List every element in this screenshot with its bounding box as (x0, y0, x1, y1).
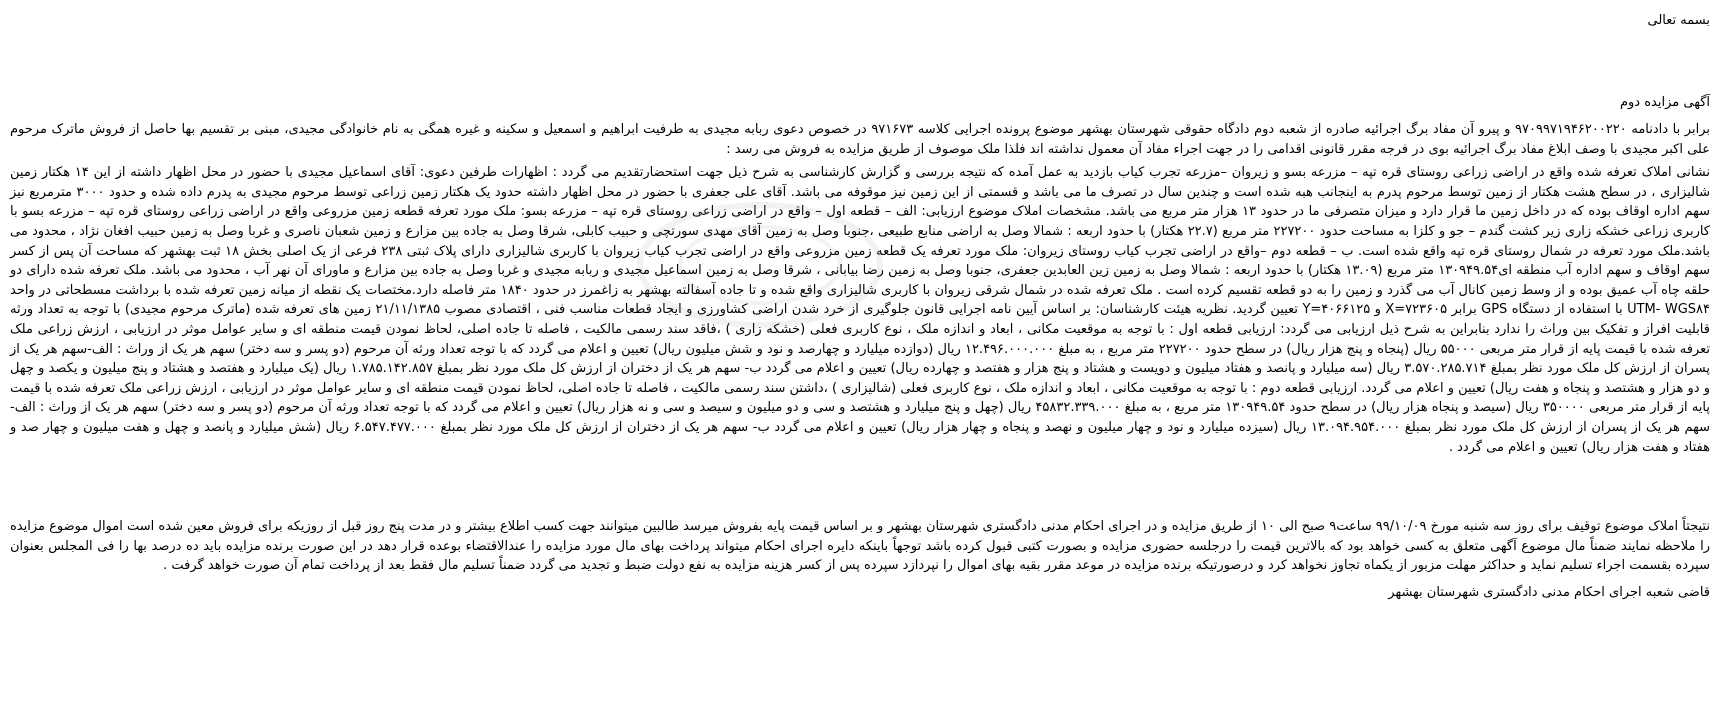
bismillah-heading: بسمه تعالی (1647, 13, 1710, 28)
property-description-paragraph: نشانی املاک تعرفه شده واقع در اراضی زراعی روستای قره تپه – مزرعه بسو و زیروان –مزرعه تجرب کیاب بازدید به عمل آمده که نتیجه بررسی و گزارش کارشناسی به شرح ذیل جهت استحضارتقدیم می گردد : اظهارات طرفین دعوی: آقای اسماعیل مجیدی با حضور در محل اظهار داشته از این ۱۴ هکتار زمین شالیزاری ، در سطح هشت هکتار از زمین توسط مرحوم پدرم به اینجانب هبه شده است و چندین سال در تصرف ما می باشد و قسمتی از این زمین نیز موقوفه می باشد. آقای علی جعفری با حضور در محل اظهار داشته حدود یک هکتار زمین زراعی توسط مرحوم مجیدی به پدرم داده شده و حدود ۳۰۰۰ مترمربع نیز سهم اداره اوقاف بوده که در داخل زمین ما قرار دارد و میزان متصرفی ما در حدود ۱۳ هزار متر مربع می باشد. مشخصات املاک موضوع ارزیابی: الف – قطعه اول – واقع در اراضی زراعی روستای قره تپه – مزرعه بسو: ملک مورد تعرفه قطعه زمین مزروعی واقع در اراضی زراعی روستای قره تپه – مزرعه بسو با کاربری زراعی خشکه زاری زیر کشت گندم – جو و کلزا به مساحت حدود ۲۲۷۲۰۰ متر مربع (۲۲.۷ هکتار) با حدود اربعه : شمالا وصل به اراضی منابع طبیعی ،جنوبا وصل به زمین آقای مهدی سورتچی و حبیب کابلی، شرقا وصل به جاده بین مزارع و زمین شعبان ناصری و غربا وصل به زمین حبیب افغان نژاد ، محدود می باشد.ملک مورد تعرفه در شمال روستای قره تپه واقع شده است. ب – قطعه دوم –واقع در اراضی تجرب کیاب روستای زیروان: ملک مورد تعرفه یک قطعه زمین مزروعی واقع در اراضی تجرب کیاب زیروان با کاربری شالیزاری دارای پلاک ثبتی ۲۳۸ فرعی از یک اصلی بخش ۱۸ ثبت بهشهر که مساحت آن پس از کسر سهم اوقاف و سهم اداره آب منطقه ای۱۳۰۹۴۹.۵۴ متر مربع (۱۳.۰۹ هکتار) با حدود اربعه : شمالا وصل به زمین زین العابدین جعفری، جنوبا وصل به زمین رضا بیابانی ، شرقا وصل به زمین اسماعیل مجیدی و ربابه مجیدی و غربا وصل به جاده بین مزارع و ماورای آن نهر آب ، محدود می باشد. ملک تعرفه شده دارای دو حلقه چاه آب عمیق بوده و از وسط زمین کانال آب می گذرد و زمین را به دو قطعه تقسیم کرده است . ملک تعرفه شده در شمال شرقی زیروان با کاربری شالیزاری واقع شده و تا جاده آسفالته بهشهر به زاغمرز در حدود ۱۸۴۰ متر فاصله دارد.مختصات یک نقطه از میانه زمین تعرفه شده با برداشت مسطحاتی در واحد UTM- WGS۸۴ با استفاده از دستگاه GPS برابر X=۷۲۳۶۰۵ و Y=۴۰۶۶۱۲۵ تعیین گردید. نظریه هیئت کارشناسان: بر اساس آیین نامه اجرایی قانون جلوگیری از خرد شدن اراضی کشاورزی و ایجاد قطعات مناسب فنی ، اقتصادی مصوب ۲۱/۱۱/۱۳۸۵ زمین های تعرفه شده (ماترک مرحوم مجیدی) با توجه به تعداد ورثه قابلیت افراز و تفکیک بین وراث را ندارد بنابراین به شرح ذیل ارزیابی می گردد: ارزیابی قطعه اول : با توجه به موقعیت مکانی ، ابعاد و اندازه ملک ، نوع کاربری فعلی (خشکه زاری ) ،فاقد سند رسمی مالکیت ، فاصله تا جاده اصلی، لحاظ نمودن قیمت منطقه ای و سایر عوامل موثر در ارزیابی ، ارزش زراعی ملک تعرفه شده با قیمت پایه از قرار متر مربعی ۵۵۰۰۰ ریال (پنجاه و پنج هزار ریال) در سطح حدود ۲۲۷۲۰۰ متر مربع ، به مبلغ ۱۲.۴۹۶.۰۰۰.۰۰۰ ریال (دوازده میلیارد و چهارصد و نود و شش میلیون ریال) تعیین و اعلام می گردد که با توجه تعداد ورثه آن مرحوم (دو پسر و سه دختر) سهم هر یک از وراث : الف-سهم هر یک از پسران از ارزش کل ملک مورد نظر بمبلغ ۳.۵۷۰.۲۸۵.۷۱۴ ریال (سه میلیارد و پانصد و هفتاد میلیون و دویست و هشتاد و پنج هزار و هفتصد و چهارده ریال) تعیین و اعلام می گردد ب- سهم هر یک از دختران از ارزش کل ملک مورد نظر بمبلغ ۱.۷۸۵.۱۴۲.۸۵۷ ریال (یک میلیارد و هفتصد و هشتاد و پنج میلیون و یکصد و چهل و دو هزار و هشتصد و پنجاه و هفت ریال) تعیین و اعلام می گردد. ارزیابی قطعه دوم : با توجه به موقعیت مکانی ، ابعاد و اندازه ملک ، نوع کاربری فعلی (شالیزاری ) ،داشتن سند رسمی مالکیت ، فاصله تا جاده اصلی، لحاظ نمودن قیمت منطقه ای و سایر عوامل موثر در ارزیابی ، ارزش زراعی ملک تعرفه شده با قیمت پایه از قرار متر مربعی ۳۵۰۰۰۰ ریال (سیصد و پنجاه هزار ریال) در سطح حدود ۱۳۰۹۴۹.۵۴ متر مربع ، به مبلغ ۴۵۸۳۲.۳۳۹.۰۰۰ ریال (چهل و پنج میلیارد و هشتصد و سی و دو میلیون و سیصد و سی و نه هزار ریال) تعیین و اعلام می گردد که با توجه تعداد ورثه آن مرحوم (دو پسر و سه دختر) سهم هر یک از وراث : الف-سهم هر یک از پسران از ارزش کل ملک مورد نظر بمبلغ ۱۳.۰۹۴.۹۵۴.۰۰۰ ریال (سیزده میلیارد و نود و چهار میلیون و نهصد و پنجاه و چهار هزار ریال) تعیین و اعلام می گردد ب- سهم هر یک از دختران از ارزش کل ملک مورد نظر بمبلغ ۶.۵۴۷.۴۷۷.۰۰۰ ریال (شش میلیارد و پانصد و چهل و هفت میلیون و چهار صد و هفتاد و هفت هزار ریال) تعیین و اعلام می گردد . (10, 165, 1711, 455)
signature-line: قاضی شعبه اجرای احکام مدنی دادگستری شهرستان بهشهر (1388, 584, 1710, 600)
notice-title: آگهی مزایده دوم (1619, 95, 1710, 110)
auction-terms-paragraph: نتیجتاً املاک موضوع توقیف برای روز سه شنبه مورخ ۹۹/۱۰/۰۹ ساعت۹ صبح الی ۱۰ از طریق مزایده و در اجرای احکام مدنی دادگستری شهرستان بهشهر و بر اساس قیمت پایه بفروش میرسد طالبین میتوانند جهت کسب اطلاع بیشتر و در مدت پنج روز قبل از روزیکه برای فروش معین شده است اموال موضوع مزایده را ملاحظه نمایند ضمناً مال موضوع آگهی متعلق به کسی خواهد بود که بالاترین قیمت را درجلسه حضوری مزایده و بصورت کتبی قبول کرده باشد توجهاً باینکه دایره اجرای احکام میتواند پرداخت بهای مال مورد مزایده را عندالاقتضاء بوعده قرار دهد در این صورت برنده مزایده باید ده درصد بها را فی المجلس بعنوان سپرده بقسمت اجراء تسلیم نماید و حداکثر مهلت مزبور از یکماه تجاوز نخواهد کرد و درصورتیکه برنده مزایده در موعد مقرر بقیه بهای اموال را نپردازد سپرده پس از کسر هزینه مزایده به نفع دولت ضبط و تجدید می گردد ضمناً تسلیم مال فقط بعد از پرداخت تمام آن صورت خواهد گرفت . (10, 519, 1710, 574)
intro-paragraph: برابر با دادنامه ۹۷۰۹۹۷۱۹۴۶۲۰۰۲۲۰ و پیرو آن مفاد برگ اجرائیه صادره از شعبه دوم دادگاه حقوقی شهرستان بهشهر موضوع پرونده اجرایی کلاسه ۹۷۱۶۷۳ در خصوص دعوی ربابه مجیدی به طرفیت ابراهیم و اسمعیل و سکینه و غیره همگی به نام خانوادگی مجیدی، مبنی بر تقسیم بها حاصل از فروش ماترک مرحوم علی اکبر مجیدی با وصف ابلاغ مفاد برگ اجرائیه بوی در فرجه مقرر قانونی اقدامی را در جهت اجراء مفاد آن معمول نداشته اند فلذا ملک موصوف از طریق مزایده به فروش می رسد : (10, 122, 1711, 157)
